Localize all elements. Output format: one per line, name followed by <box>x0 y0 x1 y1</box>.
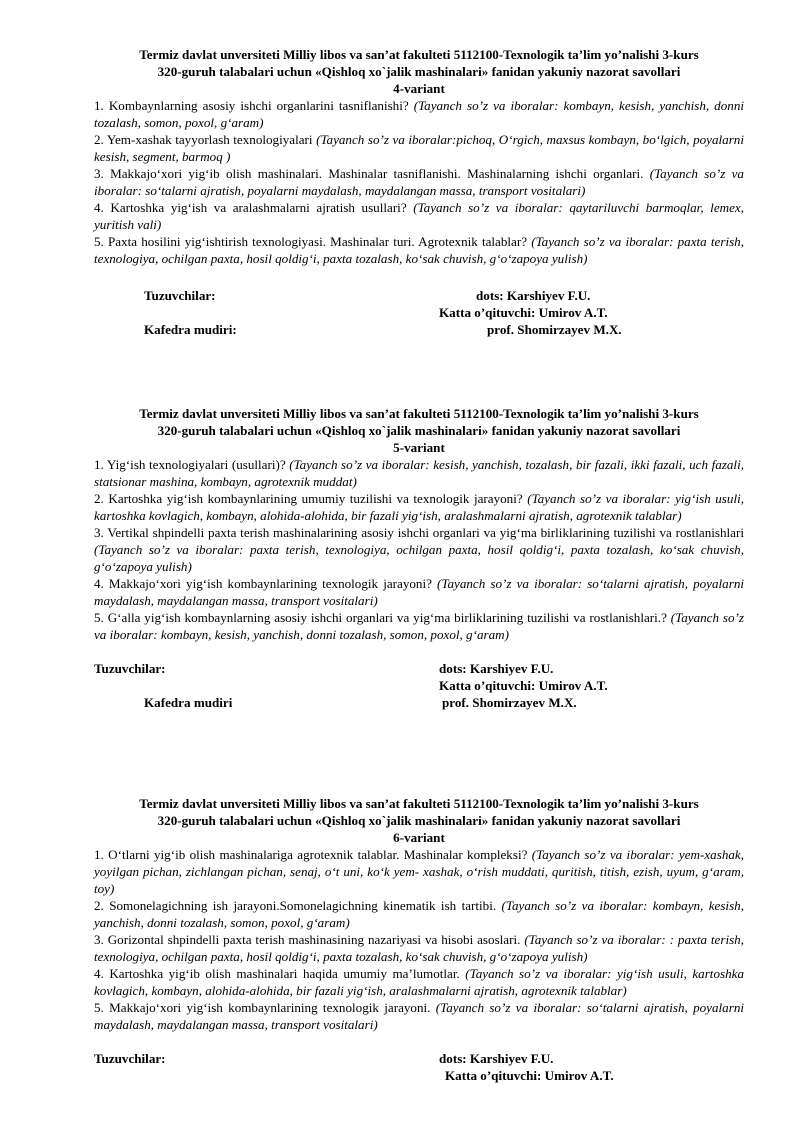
author-2: Katta o’qituvchi: Umirov A.T. <box>439 678 608 693</box>
signature-row-compilers <box>94 660 744 677</box>
variant-title: 5-variant <box>393 440 445 455</box>
author-1: dots: Karshiyev F.U. <box>439 661 554 676</box>
signature-row-author-2 <box>94 677 744 694</box>
question-list <box>94 846 744 1033</box>
question-keywords: (Tayanch so’z va iboralar: kombayn, kesish, yanchish, donni tozalash, somon, poxol, g‘aram) <box>94 610 744 642</box>
question-keywords: (Tayanch so’z va iboralar: so‘talarni ajratish, poyalarni maydalash, maydalangan massa, transport vositalari) <box>94 1000 745 1032</box>
question-list <box>94 97 744 267</box>
head-label: Kafedra mudiri <box>144 695 233 710</box>
author-2: Katta o’qituvchi: Umirov A.T. <box>445 1068 614 1083</box>
question-item: 2. Somonelagichning ish jarayoni.Somonelagichning kinematik ish tartibi. (Tayanch so’z va iboralar: kombayn, kesish, yanchish, donni tozalash, somon, poxol, g‘aram) <box>94 898 744 930</box>
question-item: 4. Kartoshka yig‘ib olish mashinalari haqida umumiy ma’lumotlar. (Tayanch so’z va iboralar: yig‘ish usuli, kartoshka kovlagich, kombayn, alohida-alohida, bir fazali yig‘ish, aralashmalarni ajratish, agrotexnik talablar) <box>94 966 744 998</box>
question-list <box>94 456 744 643</box>
question-item: 1. Kombaynlarning asosiy ishchi organlarini tasniflanishi? (Tayanch so’z va iboralar: kombayn, kesish, yanchish, donni tozalash, somon, poxol, g‘aram) <box>94 98 745 130</box>
question-item: 3. Makkajo‘xori yig‘ib olish mashinalari. Mashinalar tasniflanishi. Mashinalarning ishchi organlari. (Tayanch so’z va iboralar: so‘talarni ajratish, poyalarni maydalash, maydalangan massa, transport vositalari) <box>94 166 744 198</box>
variant-5-section <box>94 405 744 711</box>
question-keywords: (Tayanch so’z va iboralar: so‘talarni ajratish, poyalarni maydalash, maydalangan massa, transport vositalari) <box>94 166 744 198</box>
signature-row-author-2 <box>94 304 744 321</box>
question-keywords: (Tayanch so’z va iboralar: yig‘ish usuli, kartoshka kovlagich, kombayn, alohida-alohida, bir fazali yig‘ish, aralashmalarni ajratish, agrotexnik talablar) <box>94 491 745 523</box>
signature-row-compilers <box>94 1050 744 1067</box>
variant-4-section <box>94 46 744 338</box>
signature-row-head <box>94 321 744 338</box>
question-keywords: (Tayanch so’z va iboralar: yig‘ish usuli, kartoshka kovlagich, kombayn, alohida-alohida, bir fazali yig‘ish, aralashmalarni ajratish, agrotexnik talablar) <box>94 966 744 998</box>
author-1: dots: Karshiyev F.U. <box>439 1051 554 1066</box>
variant-header <box>94 795 744 846</box>
question-item: 5. Paxta hosilini yig‘ishtirish texnologiyasi. Mashinalar turi. Agrotexnik talablar? (Tayanch so’z va iboralar: paxta terish, texnologiya, ochilgan paxta, hosil qoldig‘i, paxta tozalash, ko‘sak chuvish, g‘o‘zapoya yulish) <box>94 234 744 266</box>
question-item: 1. Yig‘ish texnologiyalari (usullari)? (Tayanch so’z va iboralar: kesish, yanchish, tozalash, bir fazali, ikki fazali, uch fazali, statsionar mashina, kombayn, agrotexnik muddat) <box>94 457 744 489</box>
compilers-label: Tuzuvchilar: <box>144 288 216 303</box>
header-line-1: Termiz davlat unversiteti Milliy libos va san’at fakulteti 5112100-Texnologik ta’lim yo’nalishi 3-kurs <box>139 47 699 62</box>
variant-title: 4-variant <box>393 81 445 96</box>
question-keywords: (Tayanch so’z va iboralar: paxta terish, texnologiya, ochilgan paxta, hosil qoldig‘i, paxta tozalash, ko‘sak chuvish, g‘o‘zapoya yulish) <box>94 234 744 266</box>
header-line-2: 320-guruh talabalari uchun «Qishloq xo`jalik mashinalari» fanidan yakuniy nazorat savollari <box>157 813 681 828</box>
signature-row-compilers <box>94 287 744 304</box>
variant-header <box>94 46 744 97</box>
variant-6-section <box>94 795 744 1084</box>
head-name: prof. Shomirzayev M.X. <box>442 695 577 710</box>
question-keywords: (Tayanch so’z va iboralar:pichoq, O‘rgich, maxsus kombayn, bo‘lgich, poyalarni kesish, segment, barmoq ) <box>94 132 744 164</box>
question-item: 3. Gorizontal shpindelli paxta terish mashinasining nazariyasi va hisobi asoslari. (Tayanch so’z va iboralar: : paxta terish, texnologiya, ochilgan paxta, hosil qoldig‘i, paxta tozalash, ko‘sak chuvish, g‘o‘zapoya yulish) <box>94 932 745 964</box>
question-keywords: (Tayanch so’z va iboralar: so‘talarni ajratish, poyalarni maydalash, maydalangan massa, transport vositalari) <box>94 576 744 608</box>
question-item: 1. O‘tlarni yig‘ib olish mashinalariga agrotexnik talablar. Mashinalar kompleksi? (Tayanch so’z va iboralar: yem-xashak, yoyilgan pichan, zichlangan pichan, senaj, o‘t uni, ko‘k yem- xashak, o‘rish muddati, quritish, titish, ezish, uyum, g‘aram, toy) <box>94 847 745 896</box>
header-line-1: Termiz davlat unversiteti Milliy libos va san’at fakulteti 5112100-Texnologik ta’lim yo’nalishi 3-kurs <box>139 406 699 421</box>
author-2: Katta o’qituvchi: Umirov A.T. <box>439 305 608 320</box>
compilers-label: Tuzuvchilar: <box>94 1051 166 1066</box>
question-keywords: (Tayanch so’z va iboralar: kesish, yanchish, tozalash, bir fazali, ikki fazali, uch fazali, statsionar mashina, kombayn, agrotexnik muddat) <box>94 457 744 489</box>
signature-row-head <box>94 694 744 711</box>
question-item: 5. G‘alla yig‘ish kombaynlarning asosiy ishchi organlari va yig‘ma birliklarining tuzilishi va rostlanishlari.? (Tayanch so’z va iboralar: kombayn, kesish, yanchish, donni tozalash, somon, poxol, g‘aram) <box>94 610 744 642</box>
head-label: Kafedra mudiri: <box>144 322 237 337</box>
question-keywords: (Tayanch so’z va iboralar: yem-xashak, yoyilgan pichan, zichlangan pichan, senaj, o‘t uni, ko‘k yem- xashak, o‘rish muddati, quritish, titish, ezish, uyum, g‘aram, toy) <box>94 847 745 896</box>
question-keywords: (Tayanch so’z va iboralar: qaytariluvchi barmoqlar, lemex, yuritish vali) <box>94 200 744 232</box>
question-item: 3. Vertikal shpindelli paxta terish mashinalarining asosiy ishchi organlari va yig‘ma birliklarining tuzilishi va rostlanishlari (Tayanch so’z va iboralar: paxta terish, texnologiya, ochilgan paxta, hosil qoldig‘i, paxta tozalash, ko‘sak chuvish, g‘o‘zapoya yulish) <box>94 525 744 574</box>
question-item: 5. Makkajo‘xori yig‘ish kombaynlarining texnologik jarayoni. (Tayanch so’z va iboralar: so‘talarni ajratish, poyalarni maydalash, maydalangan massa, transport vositalari) <box>94 1000 745 1032</box>
head-name: prof. Shomirzayev M.X. <box>487 322 622 337</box>
question-item: 4. Makkajo‘xori yig‘ish kombaynlarining texnologik jarayoni? (Tayanch so’z va iboralar: so‘talarni ajratish, poyalarni maydalash, maydalangan massa, transport vositalari) <box>94 576 744 608</box>
question-keywords: (Tayanch so’z va iboralar: kombayn, kesish, yanchish, donni tozalash, somon, poxol, g‘aram) <box>94 98 745 130</box>
question-keywords: (Tayanch so’z va iboralar: : paxta terish, texnologiya, ochilgan paxta, hosil qoldig‘i, paxta tozalash, ko‘sak chuvish, g‘o‘zapoya yulish) <box>94 932 745 964</box>
header-line-2: 320-guruh talabalari uchun «Qishloq xo`jalik mashinalari» fanidan yakuniy nazorat savollari <box>157 423 681 438</box>
variant-header <box>94 405 744 456</box>
question-item: 4. Kartoshka yig‘ish va aralashmalarni ajratish usullari? (Tayanch so’z va iboralar: qaytariluvchi barmoqlar, lemex, yuritish vali) <box>94 200 744 232</box>
author-1: dots: Karshiyev F.U. <box>476 288 591 303</box>
compilers-label: Tuzuvchilar: <box>94 661 166 676</box>
header-line-1: Termiz davlat unversiteti Milliy libos va san’at fakulteti 5112100-Texnologik ta’lim yo’nalishi 3-kurs <box>139 796 699 811</box>
question-item: 2. Kartoshka yig‘ish kombaynlarining umumiy tuzilishi va texnologik jarayoni? (Tayanch so’z va iboralar: yig‘ish usuli, kartoshka kovlagich, kombayn, alohida-alohida, bir fazali yig‘ish, aralashmalarni ajratish, agrotexnik talablar) <box>94 491 745 523</box>
header-line-2: 320-guruh talabalari uchun «Qishloq xo`jalik mashinalari» fanidan yakuniy nazorat savollari <box>157 64 681 79</box>
variant-title: 6-variant <box>393 830 445 845</box>
question-keywords: (Tayanch so’z va iboralar: paxta terish, texnologiya, ochilgan paxta, hosil qoldig‘i, paxta tozalash, ko‘sak chuvish, g‘o‘zapoya yulish) <box>94 542 744 574</box>
question-keywords: (Tayanch so’z va iboralar: kombayn, kesish, yanchish, donni tozalash, somon, poxol, g‘aram) <box>94 898 744 930</box>
signature-row-author-2 <box>94 1067 744 1084</box>
question-item: 2. Yem-xashak tayyorlash texnologiyalari (Tayanch so’z va iboralar:pichoq, O‘rgich, maxsus kombayn, bo‘lgich, poyalarni kesish, segment, barmoq ) <box>94 132 744 164</box>
